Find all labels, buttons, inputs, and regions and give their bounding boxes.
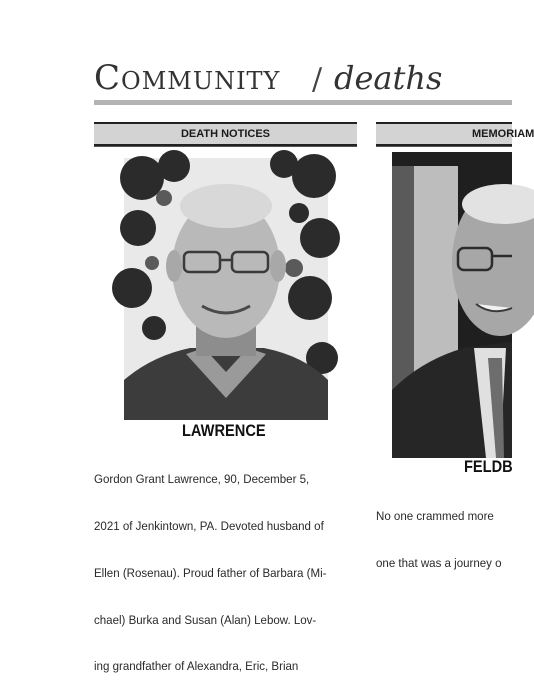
column-header-label: MEMORIAM [472, 128, 534, 140]
masthead-rule [94, 100, 512, 105]
obituary-photo-lawrence [124, 158, 328, 420]
text-line: chael) Burka and Susan (Alan) Lebow. Lov- [94, 612, 317, 627]
section-separator: / [312, 62, 323, 97]
subsection-title: deaths [334, 59, 443, 97]
column-underline [94, 146, 357, 147]
text-line: one that was a journey o [376, 555, 502, 570]
obituary-photo-feldb [392, 152, 512, 458]
column-underline [376, 146, 512, 147]
obituary-text-lawrence [94, 441, 360, 674]
surname-heading: FELDB [464, 457, 513, 476]
surname-heading: LAWRENCE [182, 421, 266, 440]
masthead [94, 56, 512, 102]
text-line: ing grandfather of Alexandra, Eric, Brian [94, 659, 299, 674]
column-header-memoriam [376, 122, 534, 146]
column-header-label: DEATH NOTICES [180, 128, 271, 140]
obituary-text-feldb [376, 478, 512, 570]
column-header-death-notices [94, 122, 357, 146]
text-line: 2021 of Jenkintown, PA. Devoted husband of [94, 518, 324, 533]
text-line: Ellen (Rosenau). Proud father of Barbara (Mi- [94, 565, 327, 580]
text-line: Gordon Grant Lawrence, 90, December 5, [94, 472, 310, 487]
section-title: Community [94, 58, 281, 98]
text-line: No one crammed more [376, 509, 494, 524]
